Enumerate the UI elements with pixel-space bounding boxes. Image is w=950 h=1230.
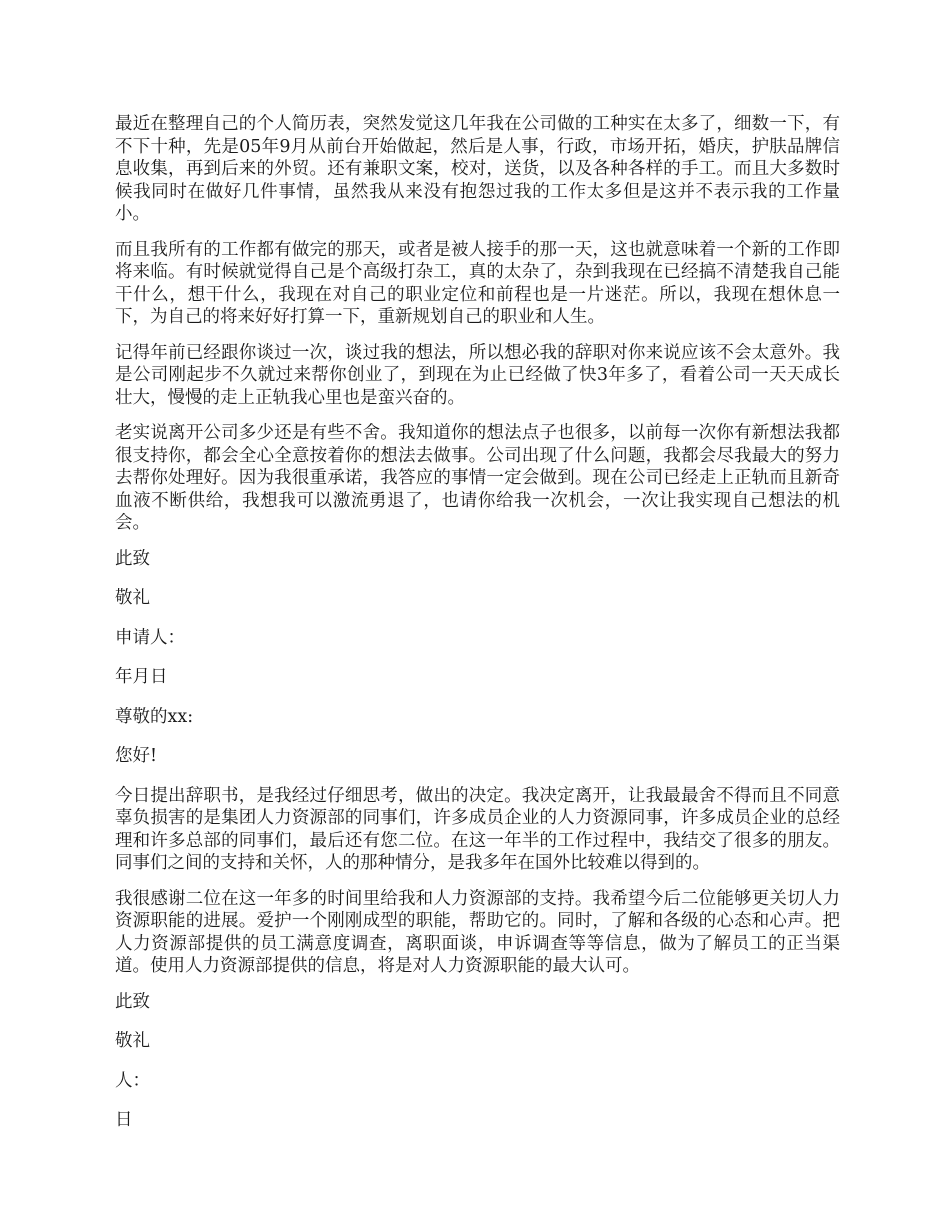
document-page: [115, 113, 840, 1149]
signer-line: 人：: [115, 1070, 150, 1091]
greeting-hello: 您好!: [115, 746, 158, 766]
paragraph: 而且我所有的工作都有做完的那天，或者是被人接手的那一天，这也就意味着一个新的工作即将来临。有时候就觉得自己是个高级打杂工，真的太杂了，杂到我现在已经搞不清楚我自己能干什么，想干什么，我现在对自己的职业定位和前程也是一片迷茫。所以，我现在想休息一下，为自己的将来好好打算一下，重新规划自己的职业和人生。: [115, 239, 840, 327]
closing-salutation: 此致: [115, 991, 150, 1012]
applicant-line: 申请人：: [115, 627, 185, 648]
paragraph: 记得年前已经跟你谈过一次，谈过我的想法，所以想必我的辞职对你来说应该不会太意外。我是公司刚起步不久就过来帮你创业了，到现在为止已经做了快3年多了，看着公司一天天成长壮大，慢慢的走上正轨我心里也是蛮兴奋的。: [115, 342, 840, 408]
greeting-addressee: 尊敬的xx:: [115, 706, 194, 727]
paragraph: 老实说离开公司多少还是有些不舍。我知道你的想法点子也很多，以前每一次你有新想法我都很支持你，都会全心全意按着你的想法去做事。公司出现了什么问题，我都会尽我最大的努力去帮你处理好。因为我很重承诺，我答应的事情一定会做到。现在公司已经走上正轨而且新奇血液不断供给，我想我可以激流勇退了，也请你给我一次机会，一次让我实现自己想法的机会。: [115, 423, 840, 533]
closing-salutation: 此致: [115, 548, 150, 569]
closing-regards: 敬礼: [115, 588, 150, 608]
paragraph: 最近在整理自己的个人简历表，突然发觉这几年我在公司做的工种实在太多了，细数一下，有不下十种，先是05年9月从前台开始做起，然后是人事，行政，市场开拓，婚庆，护肤品牌信息收集，再到后来的外贸。还有兼职文案，校对，送货，以及各种各样的手工。而且大多数时候我同时在做好几件事情，虽然我从来没有抱怨过我的工作太多但是这并不表示我的工作量小。: [115, 114, 840, 224]
closing-regards: 敬礼: [115, 1031, 150, 1051]
date-line: 日: [115, 1110, 133, 1130]
date-line: 年月日: [115, 667, 168, 687]
paragraph: 今日提出辞职书，是我经过仔细思考，做出的决定。我决定离开，让我最最舍不得而且不同意辜负损害的是集团人力资源部的同事们，许多成员企业的人力资源同事，许多成员企业的总经理和许多总部的同事们，最后还有您二位。在这一年半的工作过程中，我结交了很多的朋友。同事们之间的支持和关怀，人的那种情分，是我多年在国外比较难以得到的。: [115, 785, 840, 873]
paragraph: 我很感谢二位在这一年多的时间里给我和人力资源部的支持。我希望今后二位能够更关切人力资源职能的进展。爱护一个刚刚成型的职能，帮助它的。同时，了解和各级的心态和心声。把人力资源部提供的员工满意度调查，离职面谈，申诉调查等等信息，做为了解员工的正当渠道。使用人力资源部提供的信息，将是对人力资源职能的最大认可。: [115, 888, 840, 976]
